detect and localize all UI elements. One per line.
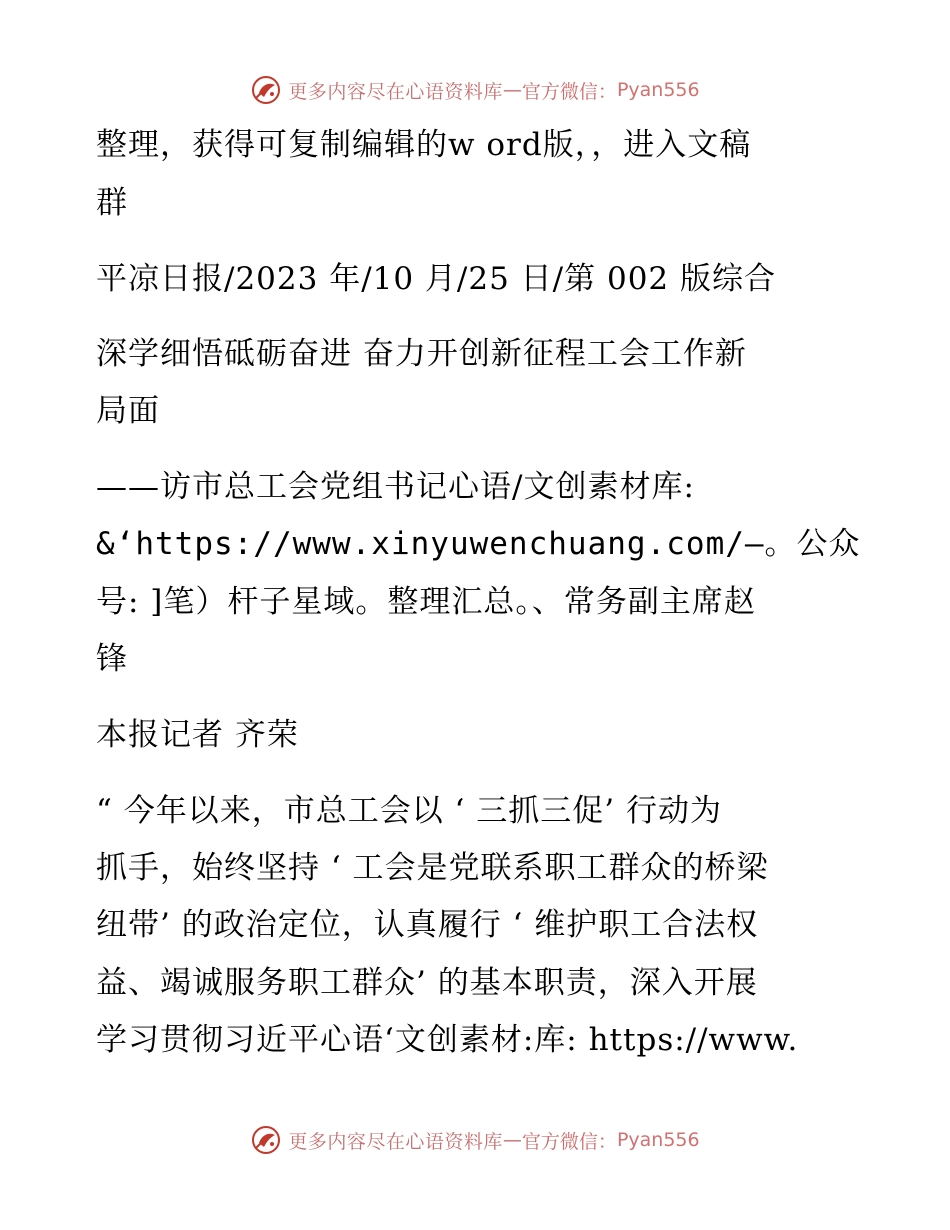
article-title-line: 局面 [96, 393, 160, 429]
watermark-official-label: 官方微信： [521, 1130, 617, 1153]
body-line: “ 今年以来，市总工会以 ‘ 三抓三促’ 行动为 [96, 793, 722, 829]
body-line: 整理，获得可复制编辑的w ord版，，进入文稿 [96, 127, 752, 163]
watermark-main-text: 更多内容尽在心语资料库 [288, 1130, 503, 1153]
watermark-separator: — [502, 1129, 522, 1151]
watermark-official-label: 官方微信： [521, 80, 617, 103]
brand-logo-icon [250, 1124, 282, 1156]
header-watermark [0, 70, 950, 110]
body-line: 学习贯彻习近平心语‘文创素材:库: https://www. [96, 1022, 799, 1058]
brand-logo-icon [250, 74, 282, 106]
watermark-wechat-id: Pyan556 [616, 79, 700, 101]
body-line: 抓手，始终坚持 ‘ 工会是党联系职工群众的桥梁 [96, 850, 769, 886]
body-line: 益、竭诚服务职工群众’ 的基本职责，深入开展 [96, 965, 758, 1001]
byline: 本报记者 齐荣 [96, 717, 299, 753]
footer-watermark [0, 1120, 950, 1160]
body-line: 纽带’ 的政治定位，认真履行 ‘ 维护职工合法权 [96, 907, 759, 943]
article-title-line: 深学细悟砥砺奋进 奋力开创新征程工会工作新 [96, 336, 747, 372]
watermark-separator: — [502, 79, 522, 101]
body-line: 群 [96, 185, 128, 221]
body-line: &‘https://www.xinyuwenchuang.com/—。公众 [96, 526, 861, 562]
body-line: 锋 [96, 641, 128, 677]
watermark-wechat-id: Pyan556 [616, 1129, 700, 1151]
body-line: 平凉日报/2023 年/10 月/25 日/第 002 版综合 [96, 261, 777, 297]
watermark-main-text: 更多内容尽在心语资料库 [288, 80, 503, 103]
body-line: 号: ]笔）杆子星域。整理汇总。、常务副主席赵 [96, 584, 756, 620]
body-line: ——访市总工会党组书记心语/文创素材库: [96, 469, 695, 505]
